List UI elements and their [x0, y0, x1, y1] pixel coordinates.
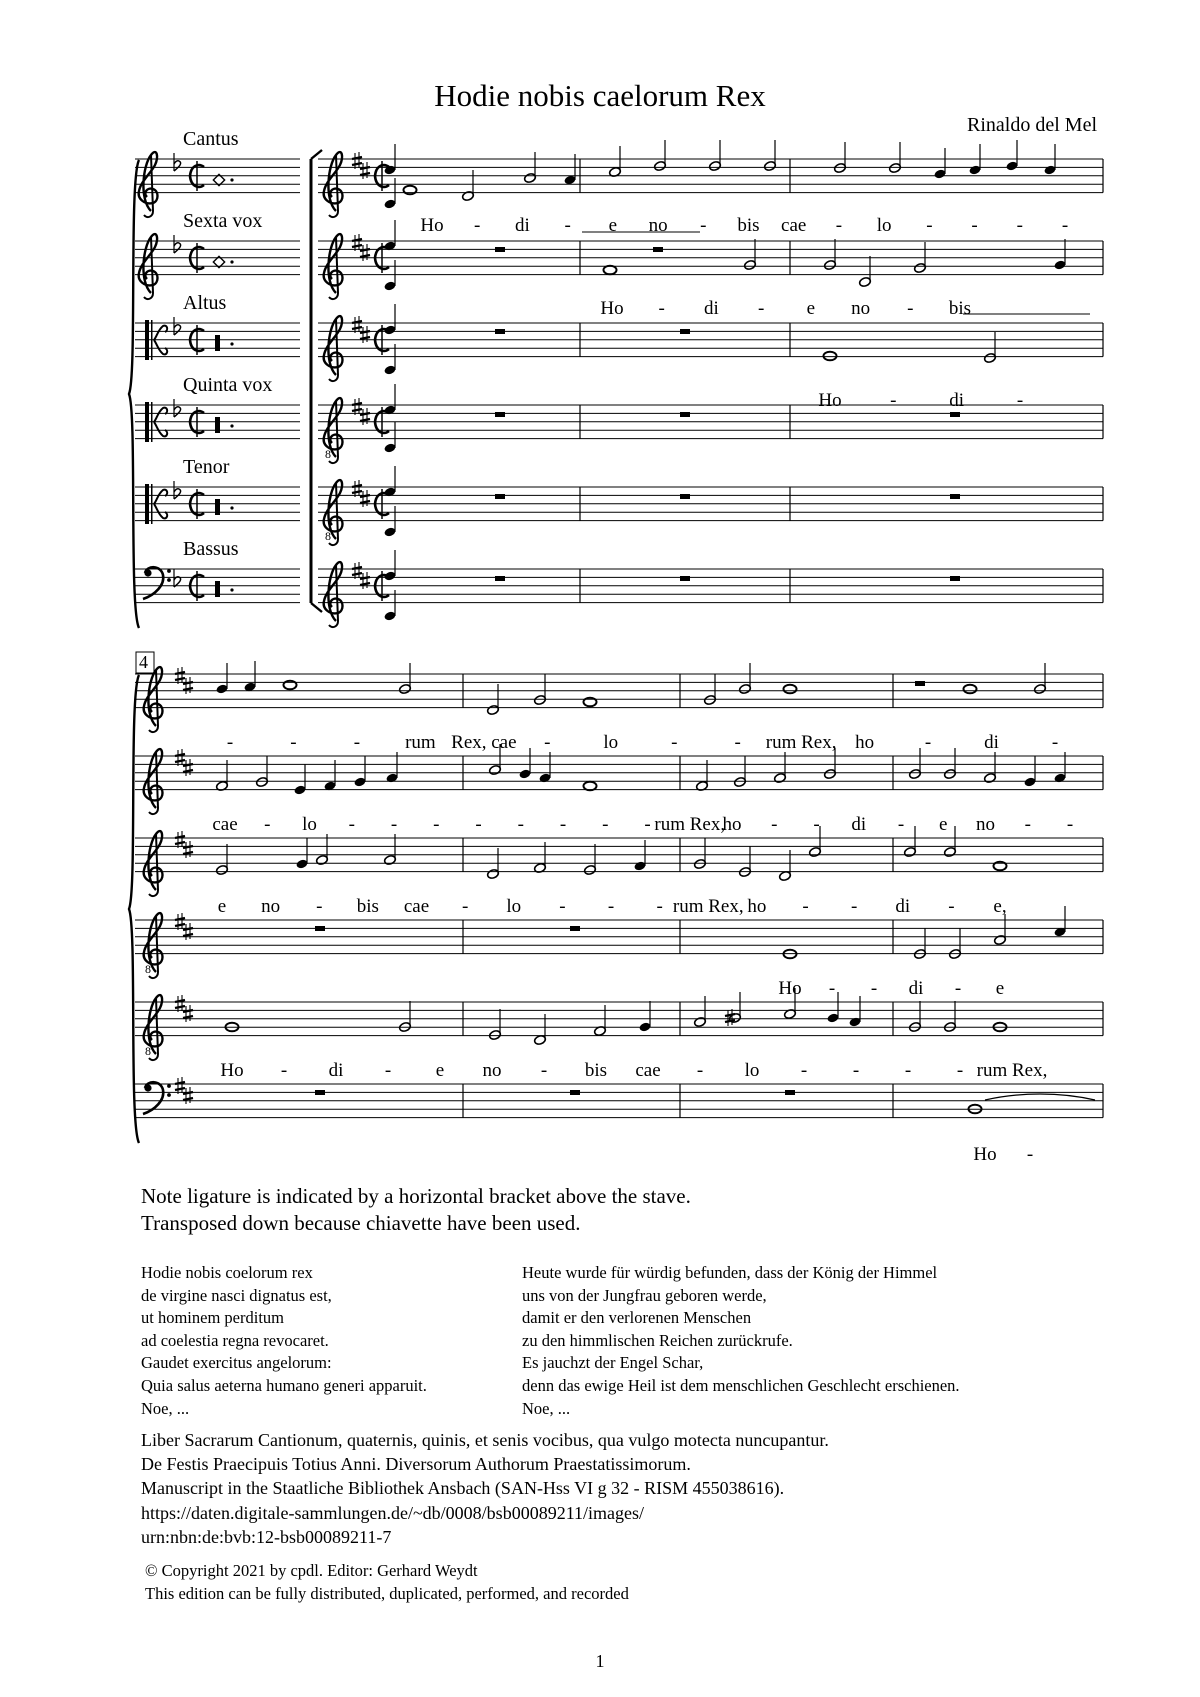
- lyric-syllable: -: [384, 1060, 392, 1081]
- lyric-syllable: -: [540, 1060, 548, 1081]
- lyric-syllable: -: [564, 215, 571, 236]
- sharp-icon: [183, 759, 193, 776]
- lyric-syllable: -: [1024, 814, 1031, 835]
- incipit-staff: [135, 567, 300, 602]
- main-staff: [135, 667, 1103, 732]
- voice-name-5: Bassus: [183, 538, 239, 560]
- lyric-syllable: -: [290, 732, 297, 753]
- sharp-icon: [352, 562, 362, 579]
- whole-note: [824, 352, 837, 361]
- sharp-icon: [352, 480, 362, 497]
- lyric-syllable: no: [976, 814, 995, 835]
- german-line: zu den himmlischen Reichen zurückrufe.: [522, 1330, 793, 1350]
- incipit-staff: [135, 481, 300, 524]
- lyric-syllable: Ho: [778, 978, 802, 999]
- lyric-syllable: -: [828, 978, 836, 999]
- sharp-icon: [183, 677, 193, 694]
- lyric-syllable: lo: [603, 732, 619, 753]
- sharp-icon: [183, 841, 193, 858]
- sharp-icon: [360, 408, 370, 425]
- composer: Rinaldo del Mel: [967, 114, 1097, 136]
- system2-notes: [215, 661, 1095, 1113]
- main-staff: [318, 398, 1103, 463]
- copyright-line: © Copyright 2021 by cpdl. Editor: Gerhard Weydt: [145, 1561, 478, 1580]
- dot: [230, 178, 233, 181]
- incipit-rest: [215, 335, 220, 351]
- latin-line: ut hominem perditum: [141, 1308, 284, 1328]
- lyric-syllable: no: [482, 1060, 502, 1081]
- latin-line: ad coelestia regna revocaret.: [141, 1330, 329, 1350]
- german-line: uns von der Jungfrau geboren werde,: [522, 1285, 767, 1305]
- lyric-syllable: e: [608, 215, 618, 236]
- lyric-syllable: -: [226, 732, 234, 753]
- main-staff: [318, 234, 1103, 299]
- german-line: Heute wurde für würdig befunden, dass der König der Himmel: [522, 1263, 938, 1282]
- sharp-icon: [183, 923, 193, 940]
- lyric-syllable: bis: [948, 298, 972, 319]
- lyric-syllable: cae: [781, 215, 807, 236]
- lyric-syllable: -: [924, 732, 932, 753]
- rest-icon: [680, 329, 690, 334]
- sharp-icon: [175, 749, 185, 766]
- incipit-rest: [215, 499, 220, 515]
- sharp-icon: [352, 152, 362, 169]
- incipit-rest: [215, 581, 220, 597]
- flat-icon: [174, 235, 181, 253]
- system2-lyrics: [212, 732, 1073, 1165]
- octave-mark: 8: [145, 1044, 151, 1058]
- sharp-icon: [175, 1077, 185, 1094]
- lyric-syllable: ho: [722, 814, 742, 835]
- sharp-icon: [360, 244, 370, 261]
- octave-mark: 8: [325, 447, 331, 461]
- lyric-syllable: -: [890, 390, 897, 411]
- lyric-syllable: lo: [302, 814, 317, 835]
- lyric-syllable: no: [261, 896, 281, 917]
- rest-icon: [495, 247, 505, 252]
- sharp-icon: [360, 326, 370, 343]
- lyric-syllable: -: [390, 814, 398, 835]
- lyric-syllable: -: [926, 215, 933, 236]
- german-line: damit er den verlorenen Menschen: [522, 1308, 752, 1328]
- flat-icon: [174, 317, 181, 335]
- lyric-syllable: -: [348, 814, 355, 835]
- lyric-syllable: lo: [744, 1060, 760, 1081]
- lyric-syllable: -: [948, 896, 955, 917]
- rest-icon: [680, 494, 690, 499]
- rest-icon: [495, 412, 505, 417]
- source-urn: urn:nbn:de:bvb:12-bsb00089211-7: [141, 1526, 392, 1547]
- lyric-syllable: bis: [737, 215, 760, 236]
- lyric-syllable: rum Rex,: [672, 896, 744, 917]
- main-staff: [318, 562, 1103, 627]
- lyric-syllable: Ho: [973, 1144, 997, 1165]
- whole-note: [584, 782, 597, 791]
- license-line: This edition can be fully distributed, duplicated, performed, and recorded: [145, 1583, 629, 1603]
- lyric-syllable: rum Rex,: [654, 814, 726, 835]
- note-transposition: Transposed down because chiavette have been used.: [141, 1211, 581, 1235]
- latin-line: Hodie nobis coelorum rex: [141, 1263, 313, 1282]
- latin-line: Gaudet exercitus angelorum:: [141, 1353, 332, 1373]
- main-staff: [135, 1077, 1103, 1118]
- lyric-syllable: -: [559, 896, 566, 917]
- main-staff: [318, 316, 1103, 381]
- lyric-syllable: -: [671, 732, 678, 753]
- incipit-staff: [135, 152, 300, 217]
- main-staff: [135, 831, 1103, 896]
- lyric-syllable: -: [771, 814, 778, 835]
- lyric-syllable: -: [852, 1060, 860, 1081]
- lyric-syllable: di: [949, 390, 965, 411]
- lyric-syllable: lo: [506, 896, 522, 917]
- latin-text: [141, 1262, 427, 1420]
- measure-number: 4: [139, 652, 148, 672]
- sharp-icon: [175, 831, 185, 848]
- lyric-syllable: -: [800, 1060, 808, 1081]
- flat-icon: [174, 153, 181, 171]
- rest-icon: [495, 494, 505, 499]
- voice-name-1: Sexta vox: [183, 210, 263, 232]
- lyric-syllable: Ho: [220, 1060, 244, 1081]
- flat-icon: [174, 399, 181, 417]
- lyric-syllable: rum Rex,: [765, 732, 837, 753]
- latin-line: Noe, ...: [141, 1398, 190, 1418]
- lyric-syllable: Ho: [818, 390, 842, 411]
- lyric-syllable: e: [217, 896, 227, 917]
- rest-icon: [680, 412, 690, 417]
- sharp-icon: [360, 572, 370, 589]
- whole-note: [964, 685, 977, 694]
- lyric-syllable: rum Rex,: [976, 1060, 1048, 1081]
- lyric-syllable: -: [1016, 390, 1024, 411]
- lyric-syllable: -: [656, 896, 663, 917]
- german-line: denn das ewige Heil ist dem menschlichen Geschlecht erschienen.: [522, 1375, 960, 1395]
- source-line: Manuscript in the Staatliche Bibliothek Ansbach (SAN-Hss VI g 32 - RISM 455038616).: [141, 1478, 785, 1499]
- rest-icon: [315, 926, 325, 931]
- main-staff: [318, 152, 1103, 217]
- main-staff: [135, 913, 1103, 978]
- page-title: Hodie nobis caelorum Rex: [434, 78, 766, 113]
- edition-notes: [141, 1183, 691, 1237]
- lyric-syllable: -: [475, 814, 482, 835]
- lyric-syllable: Ho: [420, 215, 444, 236]
- dot: [230, 260, 233, 263]
- lyric-syllable: -: [607, 896, 615, 917]
- rest-icon: [950, 494, 960, 499]
- lyric-syllable: ho: [747, 896, 767, 917]
- source-line: Liber Sacrarum Cantionum, quaternis, quinis, et senis vocibus, qua vulgo motecta nuncupantur.: [141, 1430, 829, 1450]
- sharp-icon: [360, 162, 370, 179]
- dot: [230, 506, 233, 509]
- lyric-syllable: di: [908, 978, 924, 999]
- rest-icon: [915, 681, 925, 686]
- dot: [230, 588, 233, 591]
- lyric-syllable: -: [802, 896, 809, 917]
- sharp-icon: [175, 995, 185, 1012]
- lyric-syllable: ho: [855, 732, 875, 753]
- lyric-syllable: -: [813, 814, 820, 835]
- german-line: Noe, ...: [522, 1398, 571, 1418]
- german-translation: [522, 1262, 960, 1420]
- incipit-rest: [215, 417, 220, 433]
- lyric-syllable: -: [644, 814, 651, 835]
- dot: [230, 424, 233, 427]
- voice-name-0: Cantus: [183, 128, 239, 150]
- lyric-syllable: -: [850, 896, 858, 917]
- voice-name-4: Tenor: [183, 456, 230, 478]
- rest-icon: [570, 1090, 580, 1095]
- tie: [985, 1094, 1095, 1100]
- lyric-syllable: -: [897, 814, 905, 835]
- main-staff: [318, 480, 1103, 545]
- lyric-syllable: cae: [212, 814, 238, 835]
- lyric-syllable: lo: [876, 215, 892, 236]
- lyric-syllable: di: [328, 1060, 344, 1081]
- sharp-icon: [183, 1087, 193, 1104]
- lyric-syllable: di: [851, 814, 867, 835]
- sharp-icon: [352, 316, 362, 333]
- main-staff: [135, 749, 1103, 814]
- lyric-syllable: -: [280, 1060, 288, 1081]
- lyric-syllable: -: [734, 732, 741, 753]
- lyric-syllable: di: [704, 298, 719, 319]
- lyric-syllable: bis: [584, 1060, 608, 1081]
- lyric-syllable: -: [1026, 1144, 1034, 1165]
- rest-icon: [495, 329, 505, 334]
- incipit-staff: [135, 234, 300, 299]
- lyric-syllable: -: [870, 978, 878, 999]
- lyric-syllable: Rex, cae: [451, 732, 517, 753]
- score-staves: [129, 128, 1103, 1165]
- lyric-syllable: -: [461, 896, 469, 917]
- lyric-syllable: -: [602, 814, 609, 835]
- source-url: https://daten.digitale-sammlungen.de/~db/0008/bsb00089211/images/: [141, 1502, 645, 1523]
- sharp-icon: [352, 234, 362, 251]
- lyric-syllable: -: [474, 215, 481, 236]
- incipit-staff: [135, 317, 300, 360]
- rest-icon: [950, 412, 960, 417]
- lyric-syllable: -: [658, 298, 665, 319]
- german-line: Es jauchzt der Engel Schar,: [522, 1353, 704, 1373]
- source-line: De Festis Praecipuis Totius Anni. Diversorum Authorum Praestatissimorum.: [141, 1454, 691, 1475]
- note-ligature: Note ligature is indicated by a horizontal bracket above the stave.: [141, 1184, 691, 1208]
- voice-name-2: Altus: [183, 292, 227, 314]
- incipit-staff: [135, 399, 300, 442]
- lyric-syllable: di: [984, 732, 999, 753]
- system1-notes: [383, 140, 1069, 622]
- lyric-syllable: -: [835, 215, 843, 236]
- page-number: 1: [595, 1651, 605, 1671]
- sharp-icon: [360, 490, 370, 507]
- rest-icon: [950, 576, 960, 581]
- lyric-syllable: e: [435, 1060, 445, 1081]
- lyric-syllable: -: [316, 896, 323, 917]
- lyric-syllable: -: [700, 215, 707, 236]
- lyric-syllable: -: [971, 215, 978, 236]
- sharp-icon: [175, 913, 185, 930]
- lyric-syllable: -: [904, 1060, 912, 1081]
- bracket-hook: [311, 603, 322, 612]
- whole-note: [604, 266, 617, 275]
- dot: [230, 342, 233, 345]
- lyric-syllable: cae: [635, 1060, 661, 1081]
- lyric-syllable: -: [433, 814, 440, 835]
- lyric-syllable: no: [648, 215, 668, 236]
- lyric-syllable: di: [515, 215, 530, 236]
- rest-icon: [315, 1090, 325, 1095]
- lyric-syllable: cae: [403, 896, 430, 917]
- bracket-hook: [311, 150, 322, 159]
- flat-icon: [174, 481, 181, 499]
- lyric-syllable: -: [1051, 732, 1059, 753]
- lyric-syllable: Ho: [600, 298, 624, 319]
- lyric-syllable: -: [956, 1060, 964, 1081]
- whole-note: [784, 685, 797, 694]
- system-bracket: [129, 675, 139, 1143]
- rest-icon: [785, 1090, 795, 1095]
- lyric-syllable: -: [544, 732, 551, 753]
- voice-name-3: Quinta vox: [183, 374, 273, 396]
- lyric-syllable: -: [353, 732, 361, 753]
- lyric-syllable: -: [559, 814, 567, 835]
- sharp-icon: [183, 1005, 193, 1022]
- lyric-syllable: e,: [993, 896, 1007, 917]
- latin-line: de virgine nasci dignatus est,: [141, 1285, 332, 1305]
- system-bracket: [129, 160, 139, 628]
- rest-icon: [570, 926, 580, 931]
- latin-line: Quia salus aeterna humano generi apparuit.: [141, 1375, 427, 1395]
- rest-icon: [653, 247, 663, 252]
- lyric-syllable: e: [806, 298, 816, 319]
- lyric-syllable: -: [696, 1060, 704, 1081]
- lyric-syllable: -: [907, 298, 914, 319]
- flat-icon: [174, 569, 181, 587]
- lyric-syllable: -: [264, 814, 271, 835]
- lyric-syllable: e: [939, 814, 948, 835]
- octave-mark: 8: [325, 529, 331, 543]
- lyric-syllable: bis: [356, 896, 379, 917]
- octave-mark: 8: [145, 962, 151, 976]
- lyric-syllable: e: [995, 978, 1005, 999]
- sharp-icon: [352, 398, 362, 415]
- lyric-syllable: no: [851, 298, 871, 319]
- lyric-syllable: -: [1016, 215, 1023, 236]
- lyric-syllable: -: [1066, 814, 1074, 835]
- lyric-syllable: -: [757, 298, 765, 319]
- lyric-syllable: rum: [405, 732, 436, 753]
- rest-icon: [495, 576, 505, 581]
- copyright: [145, 1560, 629, 1605]
- rest-icon: [680, 576, 690, 581]
- lyric-syllable: -: [1061, 215, 1069, 236]
- lyric-syllable: -: [954, 978, 962, 999]
- source-info: [141, 1428, 829, 1549]
- sharp-icon: [175, 667, 185, 684]
- lyric-syllable: di: [895, 896, 911, 917]
- main-staff: [135, 995, 1103, 1060]
- lyric-syllable: -: [517, 814, 524, 835]
